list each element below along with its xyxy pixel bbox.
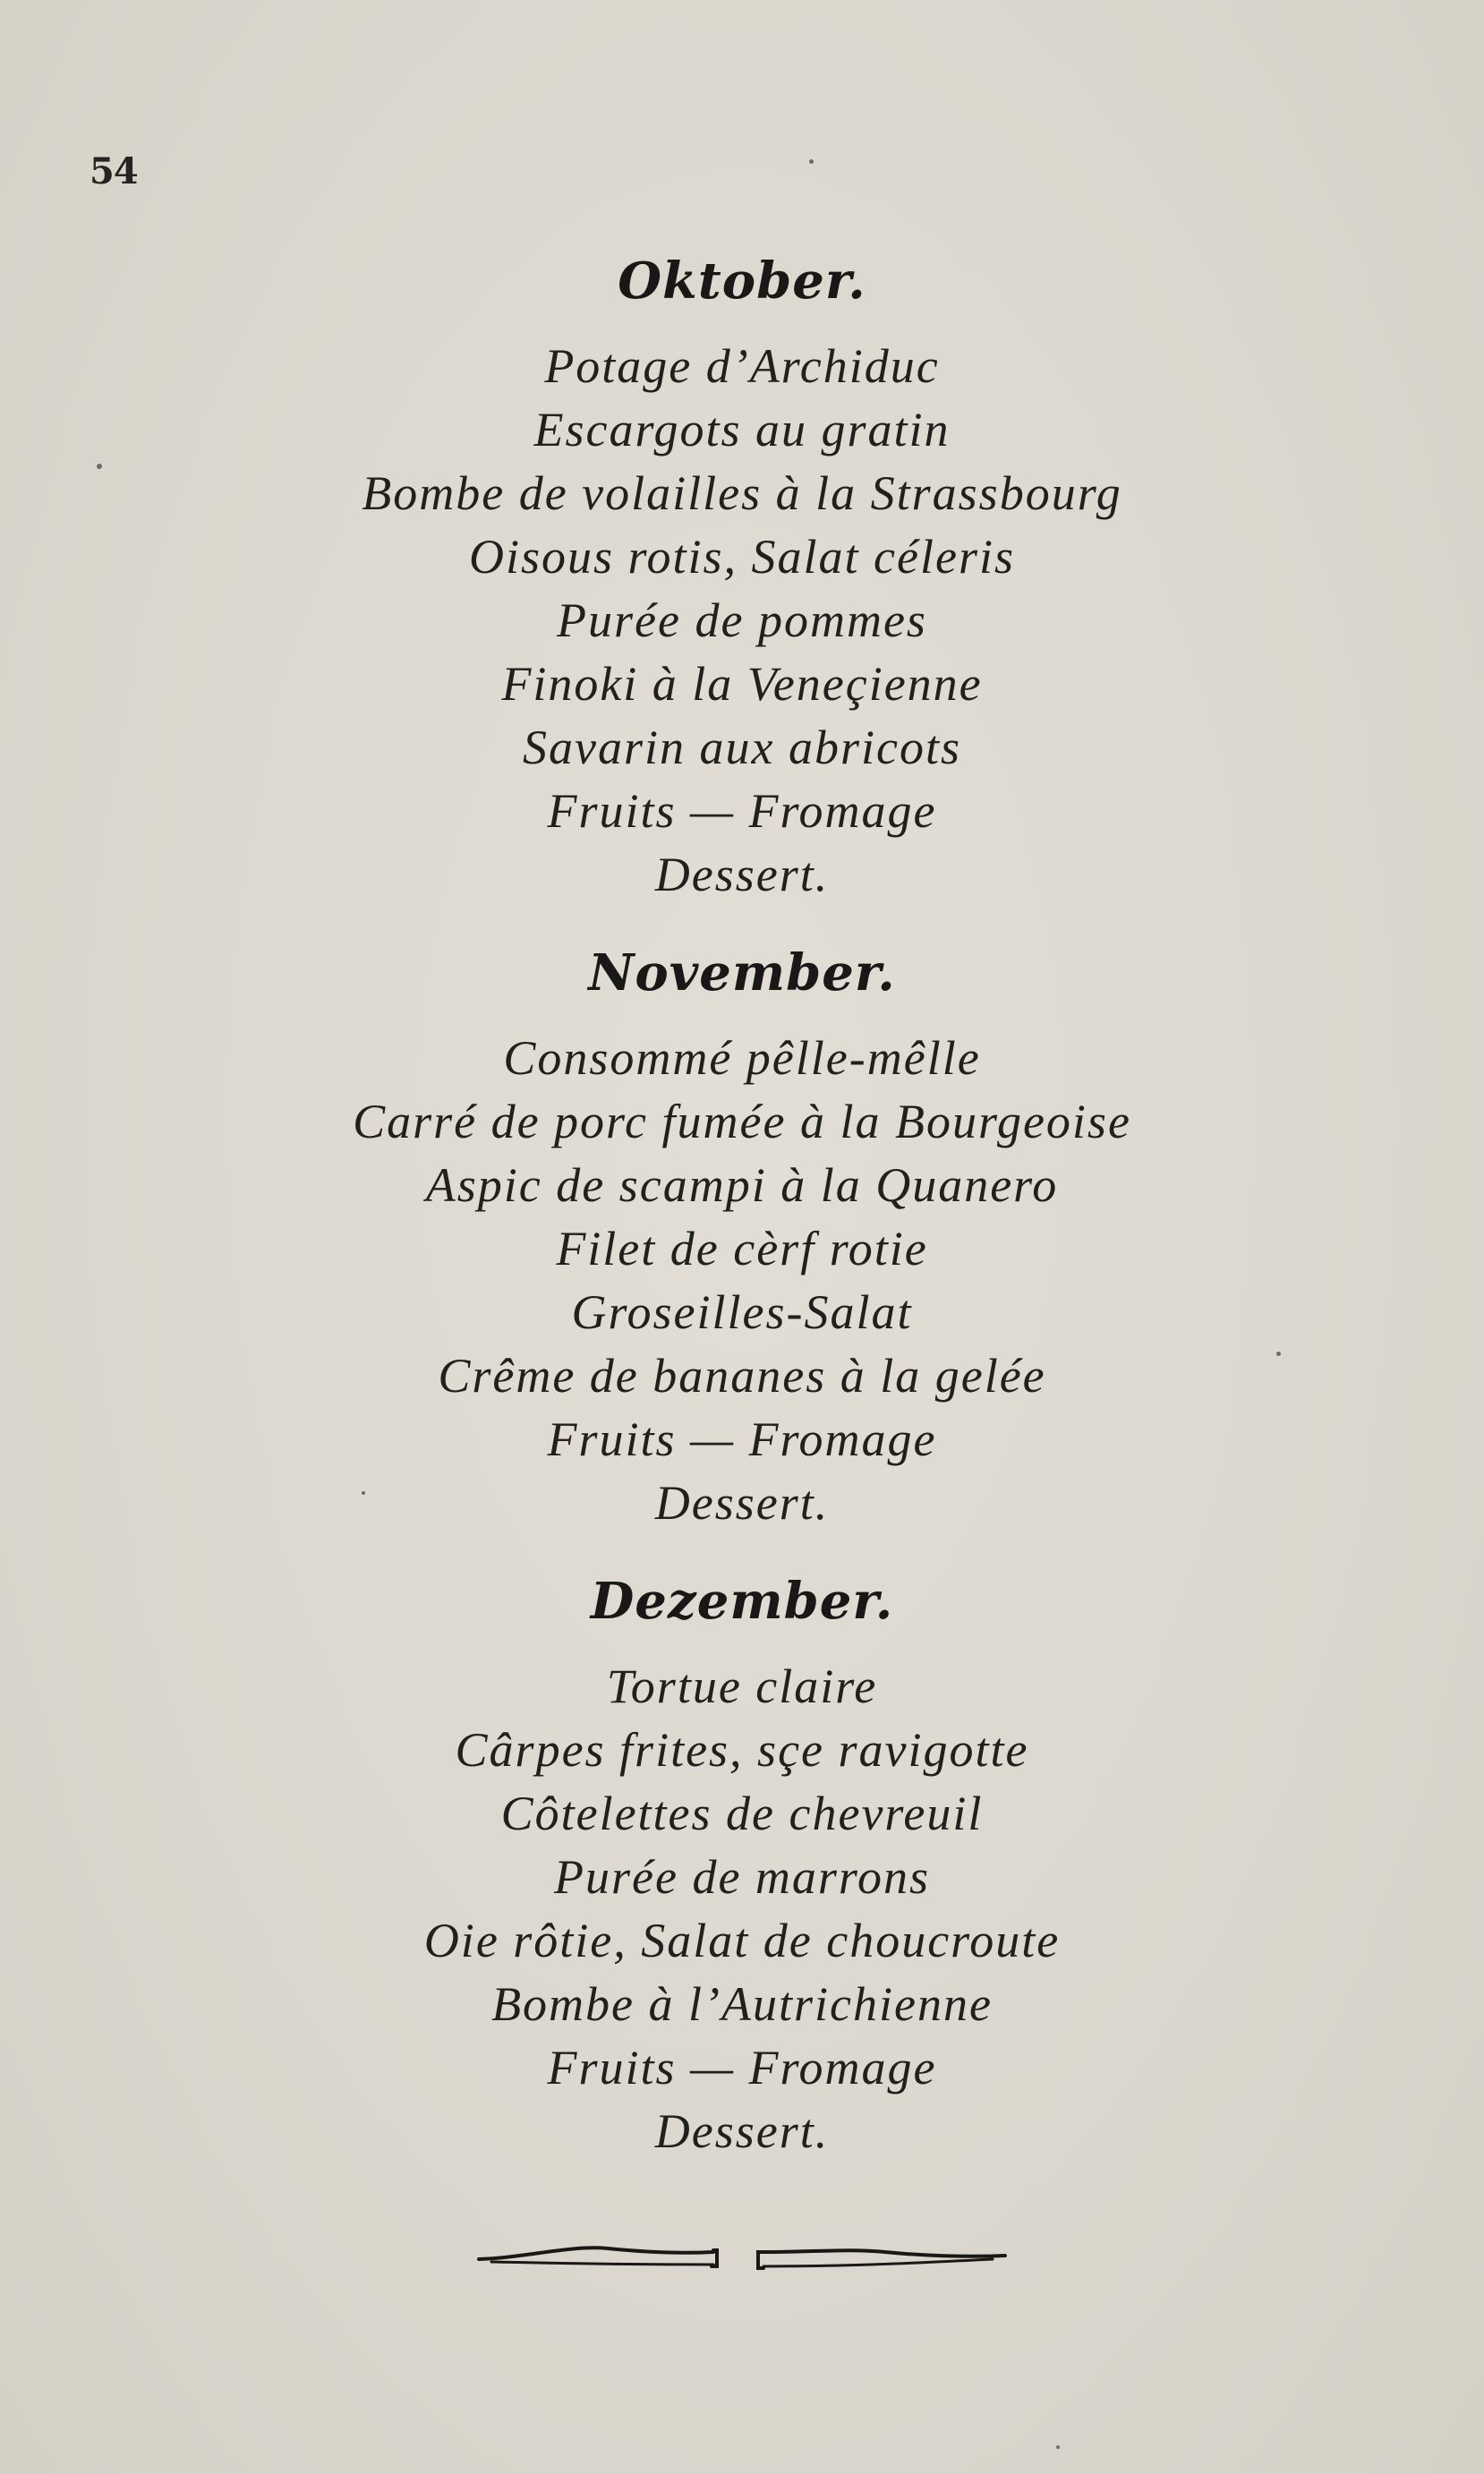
page-number: 54: [90, 150, 138, 192]
menu-item: Finoki à la Veneçienne: [501, 657, 983, 711]
menu-item: Purée de pommes: [557, 593, 927, 647]
menu-item: Carré de porc fumée à la Bourgeoise: [353, 1095, 1131, 1148]
menu-content: [0, 247, 1484, 2163]
menu-item: Oie rôtie, Salat de choucroute: [423, 1914, 1061, 1967]
month-heading: Oktober.: [618, 252, 866, 311]
menu-item: Dessert.: [654, 848, 830, 901]
menu-item: Côtelettes de chevreuil: [500, 1787, 984, 1840]
menu-item: Dessert.: [654, 2104, 830, 2158]
menu-item: Escargots au gratin: [533, 403, 951, 456]
menu-item: Aspic de scampi à la Quanero: [425, 1158, 1059, 1212]
menu-list: [0, 1655, 1484, 2163]
menu-item: Fruits — Fromage: [547, 784, 937, 838]
paper-speck: [809, 159, 814, 164]
menu-item: Bombe de volailles à la Strassbourg: [362, 466, 1122, 520]
menu-item: Bombe à l’Autrichienne: [491, 1977, 993, 2031]
ornament-left-flourish: [479, 2248, 717, 2266]
menu-item: Oisous rotis, Salat céleris: [468, 530, 1015, 584]
menu-item: Purée de marrons: [554, 1850, 930, 1904]
month-heading: November.: [588, 943, 896, 1002]
menu-item: Fruits — Fromage: [547, 1412, 937, 1466]
menu-item: Savarin aux abricots: [523, 721, 961, 774]
month-section-december: [0, 1567, 1484, 2163]
menu-item: Filet de cèrf rotie: [556, 1222, 928, 1275]
menu-item: Crême de bananes à la gelée: [438, 1349, 1046, 1403]
menu-item: Consommé pêlle-mêlle: [503, 1031, 981, 1085]
menu-item: Fruits — Fromage: [547, 2041, 937, 2094]
menu-item: Cârpes frites, sçe ravigotte: [455, 1723, 1029, 1777]
menu-item: Dessert.: [654, 1476, 830, 1530]
ornament-right-flourish: [758, 2250, 1005, 2268]
month-heading: Dezember.: [590, 1572, 894, 1631]
menu-item: Tortue claire: [606, 1659, 878, 1713]
menu-item: Groseilles-Salat: [571, 1285, 913, 1339]
menu-item: Potage d’Archiduc: [544, 339, 940, 393]
flourish-ornament-icon: [473, 2239, 1011, 2275]
menu-list: [0, 335, 1484, 907]
month-section-november: [0, 939, 1484, 1535]
paper-speck: [1056, 2445, 1060, 2449]
month-section-october: [0, 247, 1484, 907]
menu-list: [0, 1027, 1484, 1535]
